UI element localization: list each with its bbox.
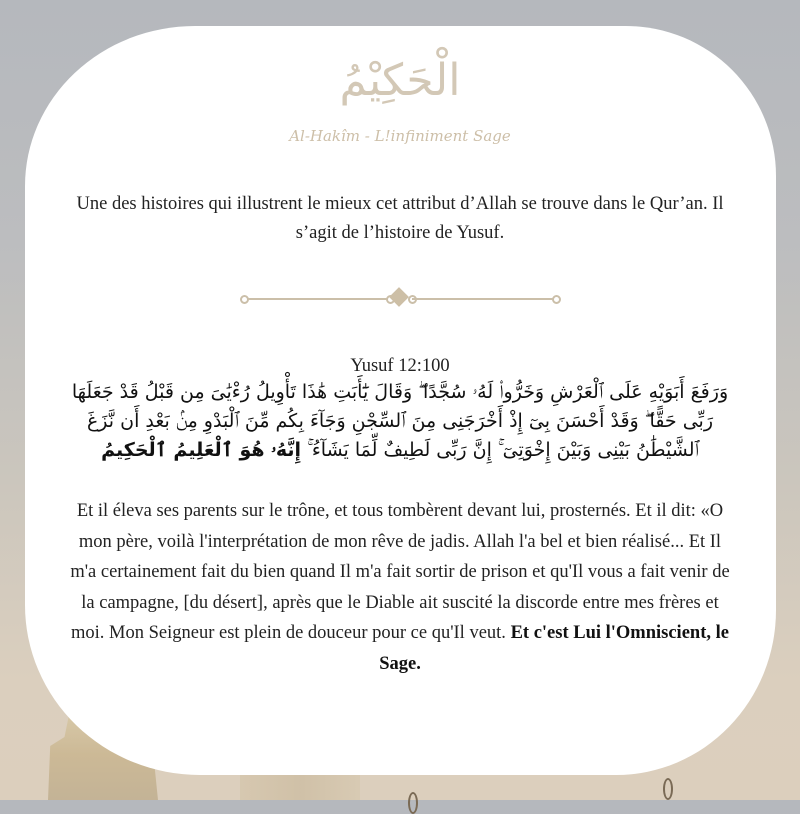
diamond-icon xyxy=(389,287,409,307)
page-subtitle: Al-Hakîm - L!infiniment Sage xyxy=(289,127,511,145)
divider-line-left xyxy=(246,298,390,300)
background-finial-icon xyxy=(408,792,418,814)
verse-arabic-main: وَرَفَعَ أَبَوَيْهِ عَلَى ٱلْعَرْشِ وَخَرُّوا۟ لَهُۥ سُجَّدًا ۖ وَقَالَ يَٰٓأَبَتِ هَٰذَا تَأْوِيلُ رُءْيَٰىَ مِن قَبْلُ قَدْ جَعَلَهَا رَبِّى حَقًّا ۖ وَقَدْ أَحْسَنَ بِىٓ إِذْ أَخْرَجَنِى مِنَ ٱلسِّجْنِ وَجَآءَ بِكُم مِّنَ ٱلْبَدْوِ مِنۢ بَعْدِ أَن نَّزَغَ ٱلشَّيْطَٰنُ بَيْنِى وَبَيْنَ إِخْوَتِىٓ ۚ إِنَّ رَبِّى لَطِيفٌ لِّمَا يَشَآءُ ۚ xyxy=(71,381,729,461)
divider-cap xyxy=(240,295,249,304)
verse-reference: Yusuf 12:100 xyxy=(350,356,450,376)
verse-arabic-emphasis: إِنَّهُۥ هُوَ ٱلْعَلِيمُ ٱلْحَكِيمُ xyxy=(101,439,302,461)
translation-emphasis: Et c'est Lui l'Omniscient, le Sage. xyxy=(379,623,729,674)
verse-translation xyxy=(66,496,734,679)
page-title-arabic: الْحَكِيْمُ xyxy=(339,55,461,106)
intro-paragraph: Une des histoires qui illustrent le mieux cet attribut d’Allah se trouve dans le Qur’an. Il s’agit de l’histoire de Yusuf. xyxy=(76,194,724,243)
divider-line-right xyxy=(412,298,554,300)
background-finial-icon xyxy=(663,778,673,800)
ornament-divider-icon xyxy=(240,288,560,310)
translation-text: Et il éleva ses parents sur le trône, et tous tombèrent devant lui, prosternés. Et il dit: «O mon père, voilà l'interprétation de mon rêve de jadis. Allah l'a bel et bien réalisé... Et Il m'a certainement fait du bien quand Il m'a fait sortir de prison et qu'Il vous a fait venir de la campagne, [du désert], après que le Diable ait suscité la discorde entre mes frères et moi. Mon Seigneur est plein de douceur pour ce qu'Il veut. xyxy=(70,501,730,643)
verse-arabic xyxy=(66,378,734,465)
divider-cap xyxy=(552,295,561,304)
